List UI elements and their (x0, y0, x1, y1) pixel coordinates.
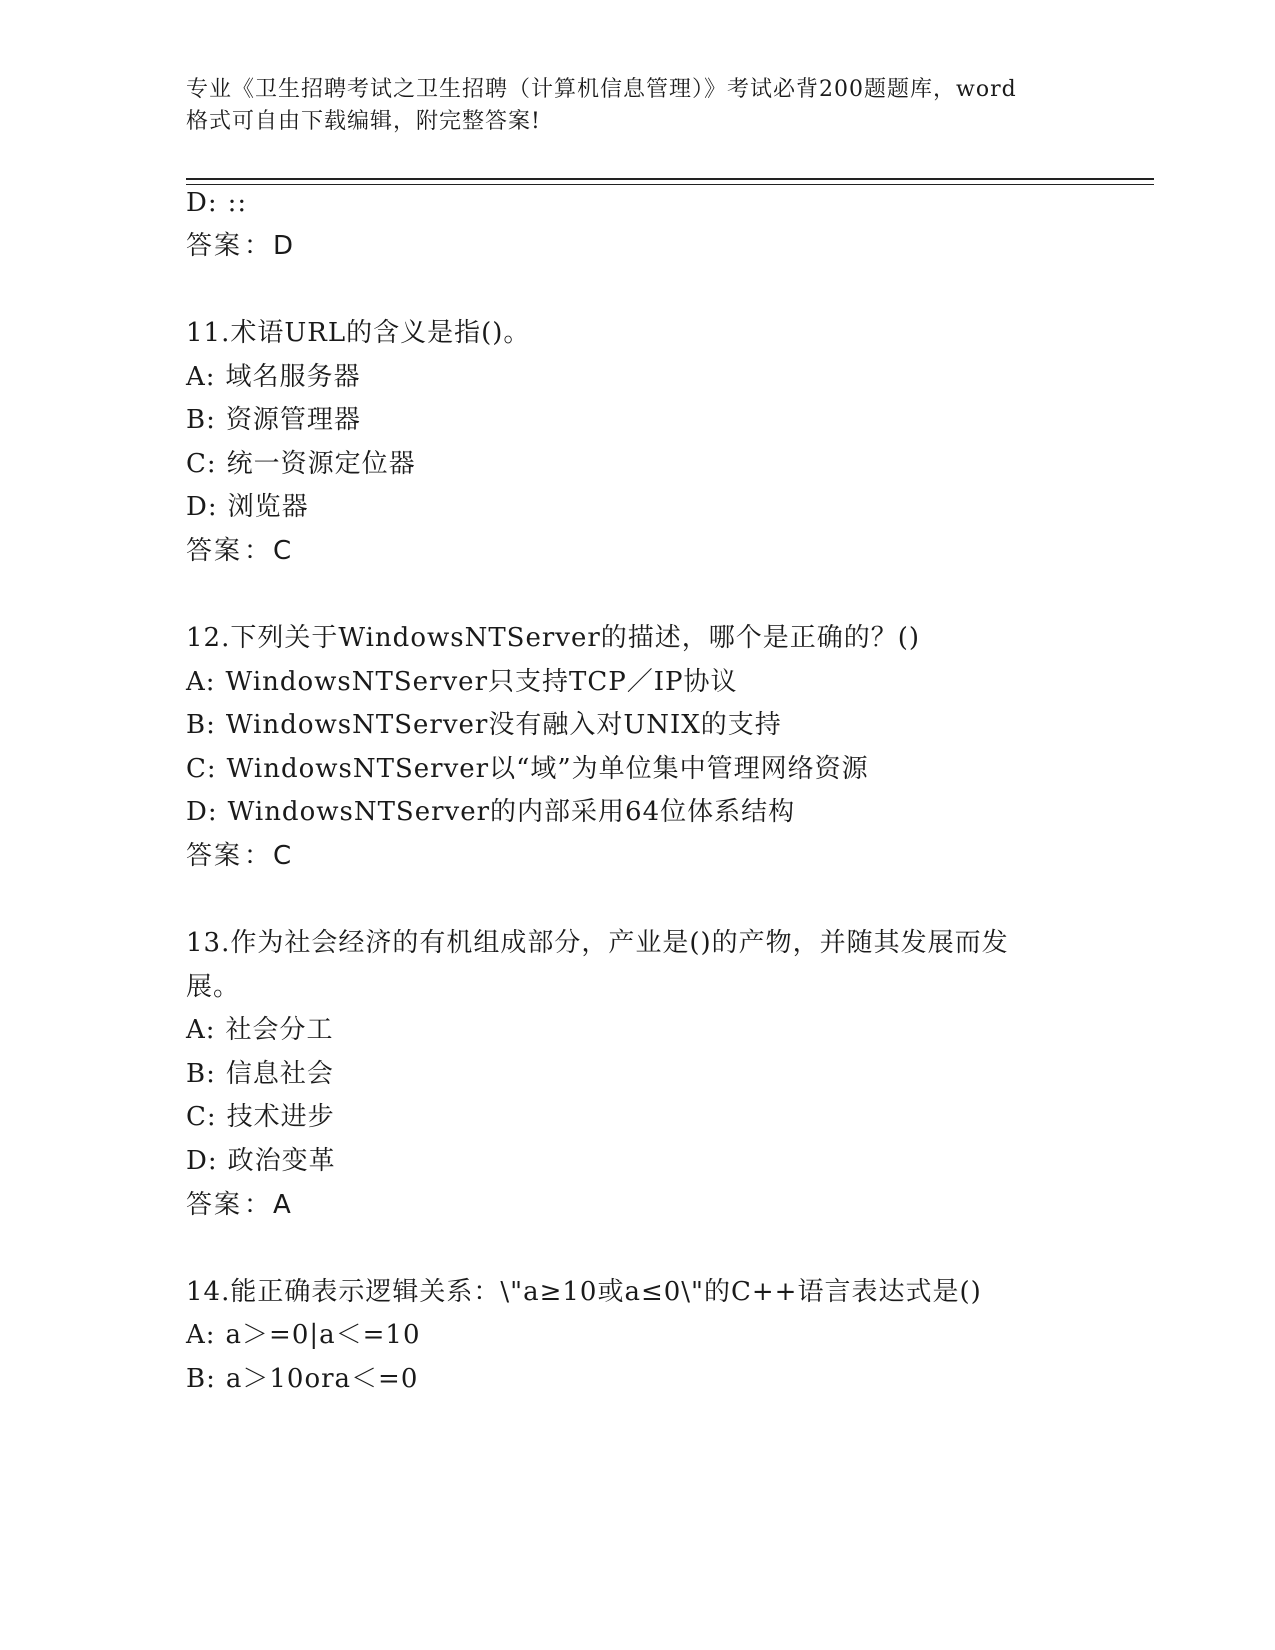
question-14-stem: 14.能正确表示逻辑关系：\"a≥10或a≤0\"的C++语言表达式是() (186, 1277, 982, 1307)
question-12-stem: 12.下列关于WindowsNTServer的描述，哪个是正确的？() (186, 623, 921, 653)
option-text: 技术进步 (226, 1102, 335, 1132)
question-12-answer (186, 839, 292, 873)
question-11-answer (186, 534, 292, 568)
option-text: 信息社会 (225, 1059, 334, 1089)
question-11-option-a (186, 360, 361, 394)
option-letter: C: (186, 754, 217, 784)
question-13-stem-line-2: 展。 (186, 972, 241, 1002)
header-divider-thick (186, 178, 1154, 180)
answer-value: D (273, 231, 295, 261)
option-letter: A: (186, 1015, 216, 1045)
question-13-option-a (186, 1013, 334, 1047)
option-letter: C: (186, 449, 217, 479)
option-letter: B: (186, 1059, 216, 1089)
question-12-option-c (186, 752, 869, 786)
answer-separator: ： (244, 231, 272, 261)
answer-value: C (273, 536, 293, 566)
option-letter: A: (186, 1320, 216, 1350)
question-14-option-b (186, 1362, 418, 1396)
answer-label: 答案 (186, 231, 243, 261)
answer-separator: ： (244, 841, 272, 871)
option-text: 统一资源定位器 (226, 449, 416, 479)
option-text: WindowsNTServer没有融入对UNIX的支持 (225, 710, 782, 740)
option-letter: B: (186, 405, 216, 435)
question-13-option-c (186, 1100, 335, 1134)
option-letter: D: (186, 797, 218, 827)
option-letter: B: (186, 1364, 216, 1394)
question-13-answer (186, 1188, 292, 1222)
question-12-option-d (186, 795, 795, 829)
header-divider-thin (186, 184, 1154, 185)
question-12-option-b (186, 708, 782, 742)
question-14-option-a (186, 1318, 421, 1352)
question-12-option-a (186, 665, 738, 699)
option-letter: A: (186, 362, 216, 392)
option-text: :: (227, 188, 248, 218)
question-11-option-d (186, 490, 309, 524)
answer-value: C (273, 841, 293, 871)
header-line-1: 专业《卫生招聘考试之卫生招聘（计算机信息管理）》考试必背200题题库，word (186, 77, 1017, 102)
prev-option-d (186, 186, 247, 220)
option-text: WindowsNTServer以“域”为单位集中管理网络资源 (226, 754, 869, 784)
question-13-option-d (186, 1144, 336, 1178)
question-13-option-b (186, 1057, 334, 1091)
option-text: 资源管理器 (225, 405, 361, 435)
option-letter: D: (186, 188, 218, 218)
option-text: WindowsNTServer的内部采用64位体系结构 (227, 797, 796, 827)
header-line-2: 格式可自由下载编辑，附完整答案! (186, 109, 541, 134)
option-text: 域名服务器 (225, 362, 361, 392)
option-text: 社会分工 (225, 1015, 334, 1045)
answer-label: 答案 (186, 1190, 243, 1220)
answer-separator: ： (244, 1190, 272, 1220)
answer-label: 答案 (186, 841, 243, 871)
document-header (186, 74, 1086, 138)
question-11-option-c (186, 447, 416, 481)
question-11-option-b (186, 403, 361, 437)
option-text: a＞10ora＜=0 (225, 1364, 419, 1394)
question-11-stem: 11.术语URL的含义是指()。 (186, 318, 531, 348)
question-13-stem-line-1: 13.作为社会经济的有机组成部分，产业是()的产物，并随其发展而发 (186, 928, 1009, 958)
option-letter: A: (186, 667, 216, 697)
option-text: a＞=0|a＜=10 (225, 1320, 421, 1350)
answer-label: 答案 (186, 536, 243, 566)
option-text: WindowsNTServer只支持TCP／IP协议 (225, 667, 738, 697)
option-text: 政治变革 (227, 1146, 336, 1176)
option-letter: B: (186, 710, 216, 740)
prev-answer (186, 229, 294, 263)
option-letter: D: (186, 1146, 218, 1176)
answer-separator: ： (244, 536, 272, 566)
answer-value: A (273, 1190, 292, 1220)
option-text: 浏览器 (227, 492, 309, 522)
option-letter: D: (186, 492, 218, 522)
option-letter: C: (186, 1102, 217, 1132)
